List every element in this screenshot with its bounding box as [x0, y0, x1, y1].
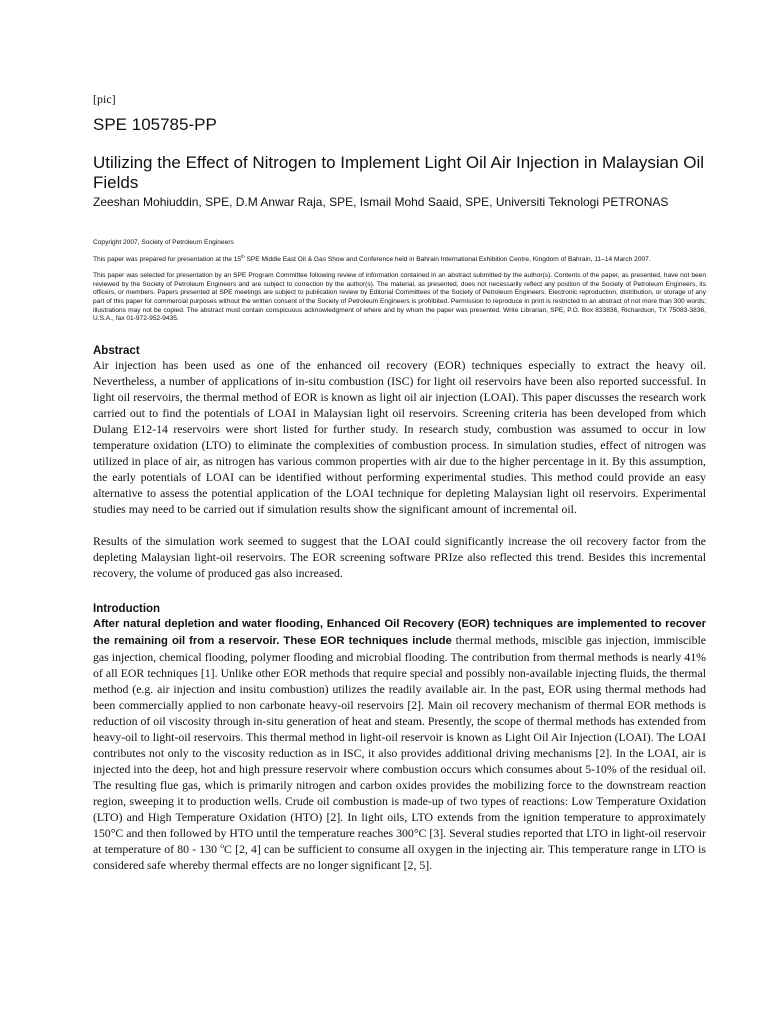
- presentation-notice: [93, 253, 706, 265]
- presentation-notice-start: This paper was prepared for presentation at the 15: [93, 255, 242, 263]
- degree-superscript: o: [220, 840, 225, 850]
- author-list: Zeeshan Mohiuddin, SPE, D.M Anwar Raja, SPE, Ismail Mohd Saaid, SPE, Universiti Teknologi PETRONAS: [93, 195, 669, 209]
- copyright-notice: Copyright 2007, Society of Petroleum Engineers: [93, 239, 234, 246]
- abstract-heading: Abstract: [93, 344, 140, 357]
- introduction-heading: Introduction: [93, 602, 161, 615]
- abstract-paragraph-1: Air injection has been used as one of the enhanced oil recovery (EOR) techniques especially to extract the heavy oil. Nevertheless, a number of applications of in-situ combustion (ISC) for light oil reservoirs have been also reported successful. In light oil reservoirs, the thermal method of EOR is known as light oil air injection (LOAI). This paper discusses the research work carried out to find the potentials of LOAI in Malaysian light oil reservoirs. Screening criteria has been developed from which Dulang E12-14 reservoirs were short listed for further study. In research study, combustion was assumed to occur in low temperature oxidation (LTO) to eliminate the complexities of combustion process. In simulation studies, effect of nitrogen was utilized in place of air, as nitrogen has various common properties with air due to the higher percentage in it. By this assumption, the early potentials of LOAI can be identified without performing experimental studies. This method could provide an easy alternative to assess the potential application of the LOAI technique for depleting Malaysian light oil reservoirs. Experimental studies may need to be carried out if simulation results show the significant amount of incremental oil.: [93, 357, 706, 516]
- paper-title: Utilizing the Effect of Nitrogen to Implement Light Oil Air Injection in Malaysian Oil Fields: [93, 153, 705, 192]
- paper-number: SPE 105785-PP: [93, 115, 217, 134]
- introduction-paragraph: [93, 615, 706, 873]
- abstract-paragraph-2: Results of the simulation work seemed to suggest that the LOAI could significantly increase the oil recovery factor from the depleting Malaysian light-oil reservoirs. The EOR screening software PRIze also reflected this trend. Besides this incremental recovery, the volume of produced gas also increased.: [93, 533, 706, 580]
- presentation-notice-end: SPE Middle East Oil & Gas Show and Conference held in Bahrain International Exhibition Centre, Kingdom of Bahrain, 11–14 March 2007.: [244, 255, 651, 263]
- introduction-body-end: C [2, 4] can be sufficient to consume all oxygen in the injecting air. This temperature range in LTO is considered safe whereby thermal effects are no longer significant [2, 5].: [93, 841, 706, 872]
- introduction-lead: After natural depletion and water flooding, Enhanced Oil Recovery (EOR) techniques are implemented to recover the remaining oil from a reservoir. These EOR techniques include: [93, 617, 706, 647]
- selection-notice: This paper was selected for presentation by an SPE Program Committee following review of information contained in an abstract submitted by the author(s). Contents of the paper, as presented, have not been reviewed by the Society of Petroleum Engineers and are subject to correction by the author(s). The material, as presented, does not necessarily reflect any position of the Society of Petroleum Engineers, its officers, or members. Papers presented at SPE meetings are subject to publication review by Editorial Committees of the Society of Petroleum Engineers. Electronic reproduction, distribution, or storage of any part of this paper for commercial purposes without the written consent of the Society of Petroleum Engineers is prohibited. Permission to reproduce in print is restricted to an abstract of not more than 300 words; illustrations may not be copied. The abstract must contain conspicuous acknowledgment of where and by whom the paper was presented. Write Librarian, SPE, P.O. Box 833836, Richardson, TX 75083-3836, U.S.A., fax 01-972-952-9435.: [93, 272, 706, 323]
- image-placeholder: [pic]: [93, 92, 116, 106]
- ordinal-suffix: th: [241, 253, 245, 259]
- introduction-body-start: thermal methods, miscible gas injection, immiscible gas injection, chemical flooding, polymer flooding and microbial flooding. The contribution from thermal methods is nearly 41% of all EOR techniques [1]. Unlike other EOR methods that require special and possibly non-available injecting fluids, the thermal method (e.g. air injection and insitu combustion) utilizes the readily available air. In the past, EOR using thermal methods had been commercially applied to non carbonate heavy-oil reservoirs [2]. Main oil recovery mechanism of thermal EOR methods is reduction of oil viscosity through in-situ generation of heat and steam. Presently, the scope of thermal methods has extended from heavy-oil to light-oil reservoirs. This thermal method in light-oil reservoir is known as Light Oil Air Injection (LOAI). The LOAI contributes not only to the viscosity reduction as in ISC, it also provides additional driving mechanisms [2]. In the LOAI, air is injected into the deep, hot and high pressure reservoir where combustion occurs which consumes about 5-10% of the residual oil. The resulting flue gas, which is primarily nitrogen and carbon oxides provides the mobilizing force to the downstream reaction region, sweeping it to production wells. Crude oil combustion is made-up of two types of reactions: Low Temperature Oxidation (LTO) and High Temperature Oxidation (HTO) [2]. In light oils, LTO extends from the ignition temperature to approximately 150°C and then followed by HTO until the temperature reaches 300°C [3]. Several studies reported that LTO in light-oil reservoir at temperature of 80 - 130: [93, 632, 706, 856]
